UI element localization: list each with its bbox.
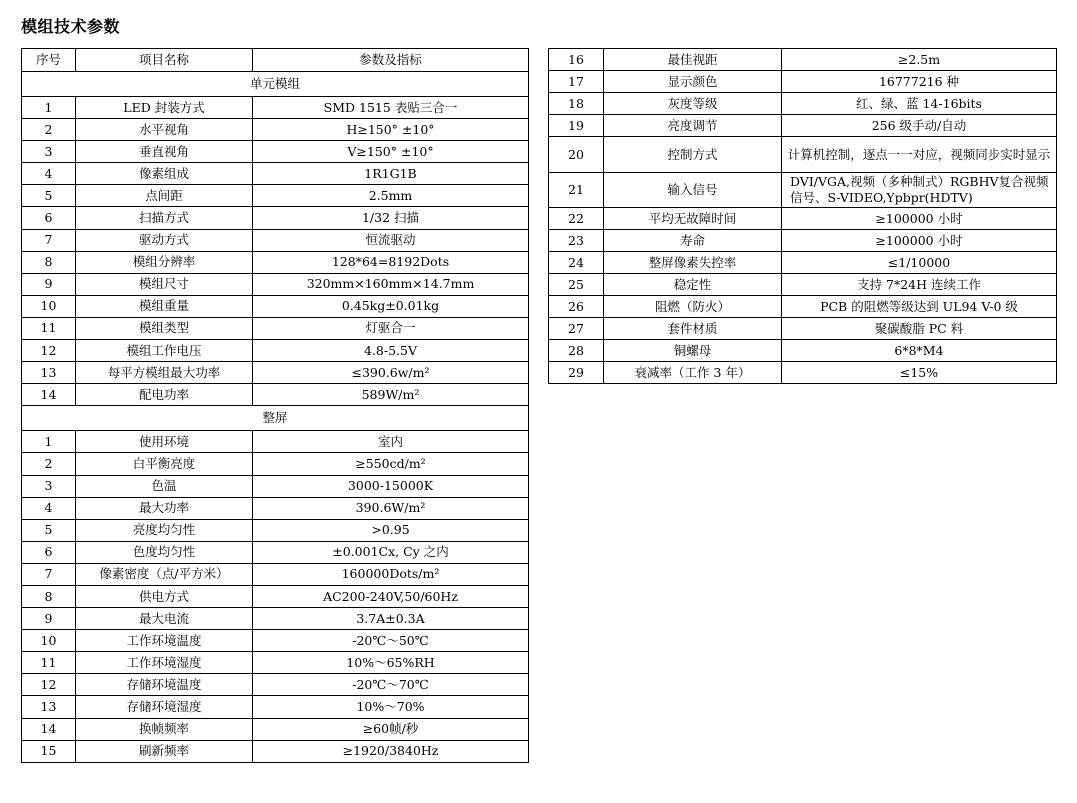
table-row [22,273,529,295]
item-name: 套件材质 [604,318,782,340]
table-row [22,652,529,674]
item-value: 16777216 种 [782,71,1057,93]
item-value: ≥1920/3840Hz [253,740,529,762]
item-name: 模组类型 [76,317,253,339]
item-value: >0.95 [253,519,529,541]
row-number: 21 [549,173,604,208]
table-row [22,718,529,740]
table-row [22,384,529,406]
item-value: 128*64=8192Dots [253,251,529,273]
item-value: 灯驱合一 [253,317,529,339]
row-number: 5 [22,519,76,541]
item-name: 整屏像素失控率 [604,252,782,274]
item-name: 水平视角 [76,119,253,141]
table-row [22,674,529,696]
item-name: 存储环境温度 [76,674,253,696]
item-value: 320mm×160mm×14.7mm [253,273,529,295]
row-number: 6 [22,207,76,229]
item-value: 3.7A±0.3A [253,608,529,630]
item-value: 10%～70% [253,696,529,718]
item-name: 阻燃（防火） [604,296,782,318]
item-value: DVI/VGA,视频（多种制式）RGBHV复合视频信号、S-VIDEO,Ypbpr(HDTV) [782,173,1057,208]
row-number: 12 [22,340,76,362]
item-name: 模组工作电压 [76,340,253,362]
item-name: 像素组成 [76,163,253,185]
table-row [22,229,529,251]
table-row [22,207,529,229]
table-row [22,295,529,317]
item-name: 像素密度（点/平方米） [76,563,253,585]
table-row [549,296,1057,318]
item-value: -20℃～70℃ [253,674,529,696]
table-row [549,274,1057,296]
item-value: -20℃～50℃ [253,630,529,652]
left-spec-table [21,48,529,763]
item-name: 亮度调节 [604,115,782,137]
table-row [22,340,529,362]
row-number: 18 [549,93,604,115]
table-row [549,208,1057,230]
row-number: 17 [549,71,604,93]
item-name: 驱动方式 [76,229,253,251]
item-name: 换帧频率 [76,718,253,740]
table-row [549,173,1057,208]
row-number: 3 [22,475,76,497]
item-value: 计算机控制，逐点一一对应，视频同步实时显示 [782,137,1057,173]
item-name: 色度均匀性 [76,541,253,563]
table-row [549,230,1057,252]
table-row [22,317,529,339]
row-number: 24 [549,252,604,274]
row-number: 1 [22,97,76,119]
row-number: 27 [549,318,604,340]
item-name: 控制方式 [604,137,782,173]
row-number: 13 [22,696,76,718]
item-value: 1R1G1B [253,163,529,185]
item-value: ≥100000 小时 [782,208,1057,230]
table-row [22,251,529,273]
item-name: 最大电流 [76,608,253,630]
item-name: 亮度均匀性 [76,519,253,541]
item-value: H≥150° ±10° [253,119,529,141]
row-number: 22 [549,208,604,230]
item-value: ≥60帧/秒 [253,718,529,740]
item-value: ≤390.6w/m² [253,362,529,384]
row-number: 7 [22,229,76,251]
item-name: 工作环境温度 [76,630,253,652]
table-row [549,252,1057,274]
row-number: 9 [22,608,76,630]
item-name: 扫描方式 [76,207,253,229]
item-name: 点间距 [76,185,253,207]
item-value: 红、绿、蓝 14-16bits [782,93,1057,115]
table-row [22,740,529,762]
item-name: 垂直视角 [76,141,253,163]
row-number: 3 [22,141,76,163]
header-item-name: 项目名称 [76,49,253,72]
item-name: 每平方模组最大功率 [76,362,253,384]
item-name: 寿命 [604,230,782,252]
item-value: 10%～65%RH [253,652,529,674]
table-row [22,630,529,652]
item-name: 铜螺母 [604,340,782,362]
table-row [549,49,1057,71]
table-row [22,362,529,384]
row-number: 29 [549,362,604,384]
table-row [22,119,529,141]
table-row [549,340,1057,362]
table-row [22,453,529,475]
table-row [549,93,1057,115]
table-row [22,563,529,585]
header-value: 参数及指标 [253,49,529,72]
row-number: 19 [549,115,604,137]
item-name: 刷新频率 [76,740,253,762]
item-name: 模组尺寸 [76,273,253,295]
section-screen-label: 整屏 [22,406,529,431]
row-number: 14 [22,384,76,406]
table-row [22,185,529,207]
item-value: ±0.001Cx, Cy 之内 [253,541,529,563]
table-row [22,519,529,541]
row-number: 4 [22,163,76,185]
table-row [549,362,1057,384]
table-row [22,97,529,119]
item-name: 色温 [76,475,253,497]
item-value: 4.8-5.5V [253,340,529,362]
header-row [22,49,529,72]
section-screen [22,406,529,431]
item-value: 589W/m² [253,384,529,406]
right-spec-table [548,48,1057,384]
item-name: 灰度等级 [604,93,782,115]
item-name: 模组分辨率 [76,251,253,273]
item-value: SMD 1515 表贴三合一 [253,97,529,119]
item-name: 显示颜色 [604,71,782,93]
table-row [549,71,1057,93]
item-name: 最佳视距 [604,49,782,71]
item-name: 存储环境湿度 [76,696,253,718]
item-value: 聚碳酸脂 PC 料 [782,318,1057,340]
item-name: 使用环境 [76,431,253,453]
page-title: 模组技术参数 [21,17,121,36]
item-value: ≤15% [782,362,1057,384]
item-value: ≥550cd/m² [253,453,529,475]
table-row [22,541,529,563]
row-number: 26 [549,296,604,318]
item-name: 衰减率（工作 3 年） [604,362,782,384]
item-name: 输入信号 [604,173,782,208]
item-name: 白平衡亮度 [76,453,253,475]
row-number: 7 [22,563,76,585]
header-number: 序号 [22,49,76,72]
row-number: 5 [22,185,76,207]
row-number: 10 [22,630,76,652]
item-value: 390.6W/m² [253,497,529,519]
item-name: 工作环境湿度 [76,652,253,674]
row-number: 2 [22,453,76,475]
row-number: 11 [22,317,76,339]
item-value: 恒流驱动 [253,229,529,251]
item-value: 3000-15000K [253,475,529,497]
table-row [549,137,1057,173]
row-number: 2 [22,119,76,141]
row-number: 20 [549,137,604,173]
table-row [22,497,529,519]
row-number: 8 [22,585,76,607]
row-number: 8 [22,251,76,273]
item-value: 2.5mm [253,185,529,207]
table-row [22,475,529,497]
row-number: 11 [22,652,76,674]
row-number: 6 [22,541,76,563]
table-row [22,696,529,718]
item-value: V≥150° ±10° [253,141,529,163]
row-number: 9 [22,273,76,295]
section-module-label: 单元模组 [22,72,529,97]
item-name: 配电功率 [76,384,253,406]
table-row [549,318,1057,340]
item-value: AC200-240V,50/60Hz [253,585,529,607]
row-number: 10 [22,295,76,317]
item-value: ≤1/10000 [782,252,1057,274]
row-number: 14 [22,718,76,740]
item-value: ≥2.5m [782,49,1057,71]
item-value: 0.45kg±0.01kg [253,295,529,317]
item-value: ≥100000 小时 [782,230,1057,252]
item-name: 稳定性 [604,274,782,296]
row-number: 23 [549,230,604,252]
table-row [549,115,1057,137]
item-value: 1/32 扫描 [253,207,529,229]
item-name: 模组重量 [76,295,253,317]
item-name: 最大功率 [76,497,253,519]
row-number: 28 [549,340,604,362]
item-value: 160000Dots/m² [253,563,529,585]
table-row [22,585,529,607]
item-value: PCB 的阻燃等级达到 UL94 V-0 级 [782,296,1057,318]
item-value: 室内 [253,431,529,453]
row-number: 4 [22,497,76,519]
table-row [22,163,529,185]
row-number: 13 [22,362,76,384]
table-row [22,608,529,630]
row-number: 1 [22,431,76,453]
item-value: 支持 7*24H 连续工作 [782,274,1057,296]
table-row [22,141,529,163]
row-number: 15 [22,740,76,762]
item-value: 6*8*M4 [782,340,1057,362]
row-number: 12 [22,674,76,696]
item-name: 平均无故障时间 [604,208,782,230]
row-number: 25 [549,274,604,296]
item-name: LED 封装方式 [76,97,253,119]
item-name: 供电方式 [76,585,253,607]
row-number: 16 [549,49,604,71]
table-row [22,431,529,453]
item-value: 256 级手动/自动 [782,115,1057,137]
section-module [22,72,529,97]
